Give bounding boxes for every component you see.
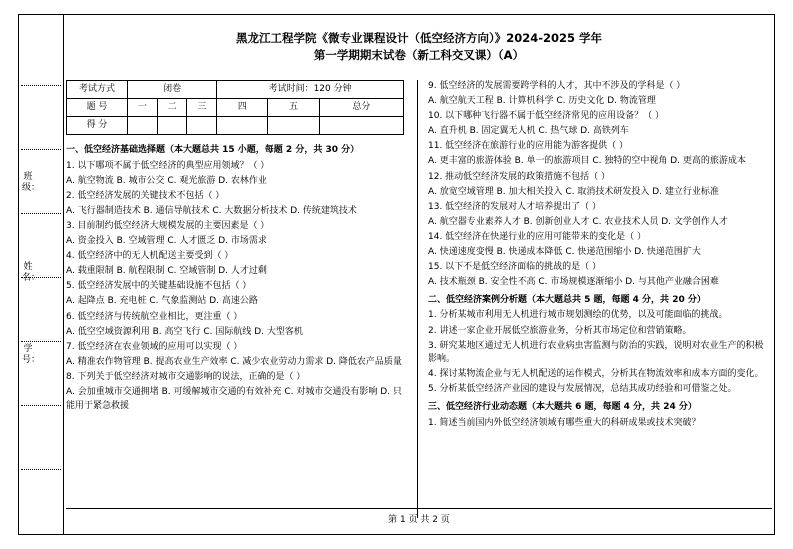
label-student-id <box>22 344 41 366</box>
left-column <box>66 80 406 415</box>
question: 10. 以下哪种飞行器不属于低空经济常见的应用设备？（ ） <box>428 111 665 122</box>
question-options: A. 直升机 B. 固定翼无人机 C. 热气球 D. 高铁列车 <box>428 126 629 137</box>
question-options: A. 航空航天工程 B. 计算机科学 C. 历史文化 D. 物流管理 <box>428 96 656 107</box>
exam-duration: 考试时间：120 分钟 <box>217 81 404 99</box>
question: 6. 低空经济与传统航空业相比，更注重（ ） <box>66 311 243 322</box>
exam-mode-label: 考试方式 <box>67 81 128 99</box>
question: 7. 低空经济在农业领域的应用可以实现（ ） <box>66 341 243 352</box>
section-3-heading: 三、低空经济行业动态题（本大题共 6 题，每题 4 分，共 24 分） <box>428 401 697 412</box>
label-class <box>22 172 41 194</box>
score-cell-5[interactable] <box>268 117 319 135</box>
question: 12. 推动低空经济发展的政策措施不包括（ ） <box>428 171 611 182</box>
exam-title-line2: 第一学期期末试卷（新工科交叉课）（A） <box>313 48 525 62</box>
label-name-text: 姓名： <box>22 262 41 283</box>
question: 3. 研究某地区通过无人机进行农业病虫害监测与防治的实践，说明对农业生产的积极影响。 <box>428 340 764 365</box>
question: 13. 低空经济的发展对人才培养提出了（ ） <box>428 201 602 212</box>
question-no-5: 五 <box>268 99 319 117</box>
exam-info-table <box>66 80 404 135</box>
question: 9. 低空经济的发展需要跨学科的人才，其中不涉及的学科是（ ） <box>428 81 686 91</box>
score-cell-total[interactable] <box>319 117 403 135</box>
question-options: A. 航空器专业素养人才 B. 创新创业人才 C. 农业技术人员 D. 文学创作人才 <box>428 216 728 227</box>
strip-cell <box>21 406 61 470</box>
column-divider <box>417 80 418 518</box>
right-column <box>428 80 768 432</box>
score-cell-3[interactable] <box>187 117 217 135</box>
question: 14. 低空经济在快递行业的应用可能带来的变化是（ ） <box>428 231 647 242</box>
question: 15. 以下不是低空经济面临的挑战的是（ ） <box>428 262 602 273</box>
question-options: A. 低空空域资源利用 B. 高空飞行 C. 国际航线 D. 大型客机 <box>66 326 303 337</box>
score-label: 得 分 <box>67 117 128 135</box>
label-name <box>22 262 41 284</box>
exam-content <box>66 16 772 533</box>
score-cell-4[interactable] <box>217 117 268 135</box>
strip-cell <box>21 86 61 150</box>
question-no-1: 一 <box>128 99 158 117</box>
page-footer: 第 1 页 共 2 页 <box>388 515 450 525</box>
question-options: A. 放宽空域管理 B. 加大相关投入 C. 取消技术研发投入 D. 建立行业标准 <box>428 186 719 197</box>
question: 1. 简述当前国内外低空经济领域有哪些重大的科研成果或技术突破？ <box>428 417 701 428</box>
left-binding-strip <box>18 14 64 535</box>
question: 8. 下列关于低空经济对城市交通影响的说法，正确的是（ ） <box>66 371 306 382</box>
section-1-heading: 一、低空经济基础选择题（本大题总共 15 小题，每题 2 分，共 30 分） <box>66 145 360 155</box>
question-options: A. 航空物流 B. 城市公交 C. 观光旅游 D. 农林作业 <box>66 175 267 186</box>
question: 2. 讲述一家企业开展低空旅游业务，分析其市场定位和营销策略。 <box>428 325 692 336</box>
question-no-2: 二 <box>157 99 187 117</box>
strip-cell <box>21 278 61 342</box>
section-2-heading: 二、低空经济案例分析题（本大题总共 5 题，每题 4 分，共 20 分） <box>428 294 706 305</box>
total-score-label: 总分 <box>319 99 403 117</box>
question-no-3: 三 <box>187 99 217 117</box>
score-cell-1[interactable] <box>128 117 158 135</box>
question-options: A. 更丰富的旅游体验 B. 单一的旅游项目 C. 独特的空中视角 D. 更高的旅游成本 <box>428 156 746 167</box>
question-no-label: 题 号 <box>67 99 128 117</box>
table-row <box>67 117 404 135</box>
question: 3. 目前制约低空经济大规模发展的主要因素是（ ） <box>66 220 270 231</box>
label-student-id-text: 学号： <box>22 344 41 365</box>
question: 11. 低空经济在旅游行业的应用能为游客提供（ ） <box>428 141 629 152</box>
question-options: A. 会加重城市交通拥堵 B. 可缓解城市交通的有效补充 C. 对城市交通没有影响 D. 只能用于紧急救援 <box>66 387 402 411</box>
question: 4. 探讨某物流企业与无人机配送的运作模式，分析其在物流效率和成本方面的变化。 <box>428 369 764 380</box>
label-class-text: 班级： <box>22 172 41 193</box>
question: 4. 低空经济中的无人机配送主要受到（ ） <box>66 251 234 262</box>
question-options: A. 技术瓶颈 B. 安全性不高 C. 市场规模逐渐缩小 D. 与其他产业融合困难 <box>428 277 719 288</box>
question-options: A. 精准农作物管理 B. 提高农业生产效率 C. 减少农业劳动力需求 D. 降低农产品质量 <box>66 356 402 367</box>
table-row <box>67 81 404 99</box>
question: 2. 低空经济发展的关键技术不包括（ ） <box>66 190 225 201</box>
strip-cell <box>21 22 61 86</box>
question-options: A. 载重限制 B. 航程限制 C. 空域管制 D. 人才过剩 <box>66 266 267 277</box>
exam-mode-value: 闭卷 <box>128 81 217 99</box>
exam-title-line1: 黑龙江工程学院《微专业课程设计（低空经济方向）》2024-2025 学年 <box>235 31 603 45</box>
table-row <box>67 99 404 117</box>
question: 5. 分析某低空经济产业园的建设与发展情况，总结其成功经验和可借鉴之处。 <box>428 384 737 395</box>
score-cell-2[interactable] <box>157 117 187 135</box>
question: 1. 以下哪项不属于低空经济的典型应用领域？（ ） <box>66 160 270 171</box>
question-options: A. 资金投入 B. 空域管理 C. 人才匮乏 D. 市场需求 <box>66 236 267 247</box>
question: 5. 低空经济发展中的关键基础设施不包括（ ） <box>66 281 252 292</box>
question: 1. 分析某城市利用无人机进行城市规划测绘的优势，以及可能面临的挑战。 <box>428 310 728 321</box>
question-options: A. 飞行器制造技术 B. 通信导航技术 C. 大数据分析技术 D. 传统建筑技术 <box>66 205 357 216</box>
question-options: A. 起降点 B. 充电桩 C. 气象监测站 D. 高速公路 <box>66 296 258 307</box>
question-options: A. 快递速度变慢 B. 快递成本降低 C. 快递范围缩小 D. 快递范围扩大 <box>428 247 701 258</box>
footer-divider <box>66 508 772 509</box>
question-no-4: 四 <box>217 99 268 117</box>
